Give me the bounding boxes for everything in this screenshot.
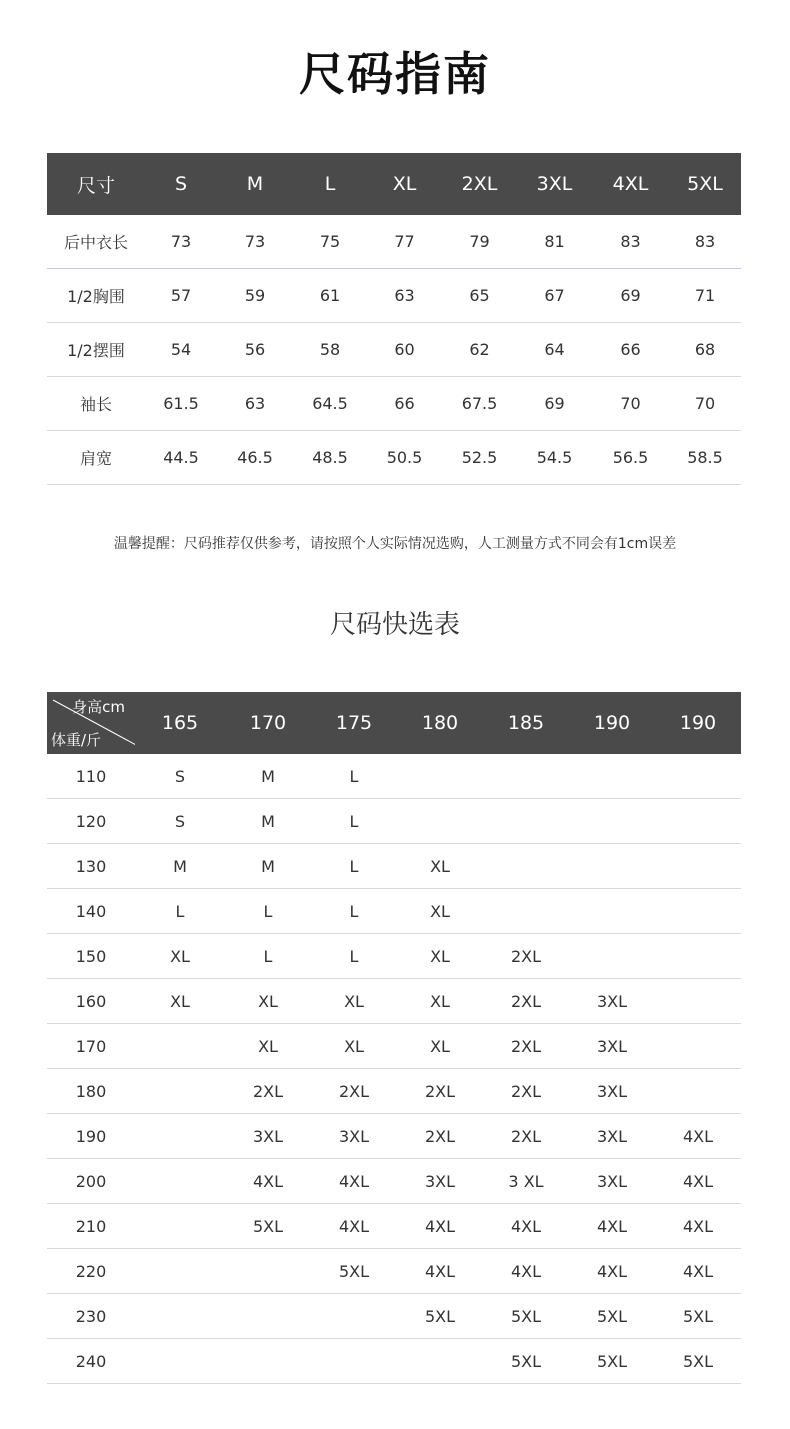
size-recommendation: XL — [135, 979, 225, 1024]
measurement-value: 71 — [669, 269, 741, 323]
weight-label: 220 — [47, 1249, 135, 1294]
size-recommendation — [135, 1339, 225, 1384]
size-recommendation: 4XL — [397, 1204, 483, 1249]
measurement-value: 66 — [592, 323, 669, 377]
size-recommendation — [569, 844, 655, 889]
size-recommendation: 5XL — [483, 1339, 569, 1384]
measurement-value: 58.5 — [669, 431, 741, 485]
size-recommendation: 2XL — [483, 979, 569, 1024]
weight-label: 180 — [47, 1069, 135, 1114]
table-row — [47, 1339, 741, 1384]
weight-label: 130 — [47, 844, 135, 889]
size-header-cell: 2XL — [442, 153, 517, 215]
size-recommendation: 3 XL — [483, 1159, 569, 1204]
size-recommendation: L — [311, 934, 397, 979]
measurement-value: 75 — [293, 215, 367, 269]
size-recommendation — [225, 1249, 311, 1294]
measurement-value: 64 — [517, 323, 592, 377]
measurement-value: 54 — [145, 323, 217, 377]
table-row — [47, 1069, 741, 1114]
measurement-value: 81 — [517, 215, 592, 269]
table-row — [47, 431, 741, 485]
size-recommendation — [135, 1024, 225, 1069]
measurement-value: 57 — [145, 269, 217, 323]
measurement-value: 69 — [517, 377, 592, 431]
measurement-value: 63 — [367, 269, 442, 323]
size-recommendation: 5XL — [225, 1204, 311, 1249]
size-recommendation: 4XL — [483, 1204, 569, 1249]
size-recommendation: 3XL — [569, 979, 655, 1024]
weight-label: 210 — [47, 1204, 135, 1249]
quick-table-header — [47, 692, 741, 754]
size-recommendation: 4XL — [311, 1159, 397, 1204]
measurement-value: 63 — [217, 377, 293, 431]
size-recommendation: S — [135, 799, 225, 844]
measurement-value: 67.5 — [442, 377, 517, 431]
size-recommendation: 3XL — [225, 1114, 311, 1159]
size-recommendation: 3XL — [311, 1114, 397, 1159]
size-table — [47, 153, 741, 485]
height-header-cell: 175 — [311, 692, 397, 754]
quick-select-title: 尺码快选表 — [329, 610, 460, 640]
size-recommendation: XL — [225, 1024, 311, 1069]
measurement-label: 后中衣长 — [47, 215, 145, 269]
size-recommendation: XL — [397, 934, 483, 979]
size-recommendation: 2XL — [225, 1069, 311, 1114]
measurement-value: 70 — [592, 377, 669, 431]
size-recommendation — [483, 844, 569, 889]
size-note: 温馨提醒：尺码推荐仅供参考，请按照个人实际情况选购，人工测量方式不同会有1cm误差 — [113, 536, 677, 552]
size-recommendation — [311, 1294, 397, 1339]
size-recommendation: 4XL — [655, 1249, 741, 1294]
size-recommendation — [397, 754, 483, 799]
measurement-value: 64.5 — [293, 377, 367, 431]
size-recommendation — [311, 1339, 397, 1384]
weight-label: 150 — [47, 934, 135, 979]
measurement-value: 60 — [367, 323, 442, 377]
measurement-label: 1/2胸围 — [47, 269, 145, 323]
table-row — [47, 1114, 741, 1159]
size-recommendation — [397, 1339, 483, 1384]
weight-label: 230 — [47, 1294, 135, 1339]
size-recommendation — [483, 889, 569, 934]
size-recommendation: S — [135, 754, 225, 799]
size-recommendation: 2XL — [483, 934, 569, 979]
size-recommendation — [135, 1114, 225, 1159]
size-recommendation: XL — [311, 979, 397, 1024]
size-recommendation: L — [225, 889, 311, 934]
measurement-value: 56 — [217, 323, 293, 377]
weight-label: 190 — [47, 1114, 135, 1159]
size-recommendation: 4XL — [397, 1249, 483, 1294]
size-recommendation — [135, 1159, 225, 1204]
measurement-value: 52.5 — [442, 431, 517, 485]
weight-label: 120 — [47, 799, 135, 844]
weight-label: 240 — [47, 1339, 135, 1384]
weight-label: 160 — [47, 979, 135, 1024]
size-header-cell: 4XL — [592, 153, 669, 215]
size-header-cell: L — [293, 153, 367, 215]
table-row — [47, 323, 741, 377]
size-recommendation: 2XL — [311, 1069, 397, 1114]
size-recommendation — [569, 889, 655, 934]
table-row — [47, 979, 741, 1024]
table-row — [47, 1024, 741, 1069]
height-header-cell: 190 — [569, 692, 655, 754]
size-header-label: 尺寸 — [47, 153, 145, 215]
size-recommendation — [655, 799, 741, 844]
measurement-value: 83 — [592, 215, 669, 269]
page-title: 尺码指南 — [299, 47, 491, 101]
size-recommendation — [655, 979, 741, 1024]
size-recommendation: 5XL — [483, 1294, 569, 1339]
size-recommendation: 3XL — [397, 1159, 483, 1204]
measurement-value: 73 — [217, 215, 293, 269]
size-recommendation: 5XL — [569, 1339, 655, 1384]
size-recommendation: 2XL — [483, 1069, 569, 1114]
size-recommendation — [135, 1294, 225, 1339]
size-recommendation: M — [225, 844, 311, 889]
size-recommendation: 3XL — [569, 1069, 655, 1114]
size-header-cell: 3XL — [517, 153, 592, 215]
measurement-value: 62 — [442, 323, 517, 377]
size-header-cell: M — [217, 153, 293, 215]
measurement-value: 69 — [592, 269, 669, 323]
size-recommendation: XL — [311, 1024, 397, 1069]
table-row — [47, 377, 741, 431]
size-recommendation: M — [135, 844, 225, 889]
size-recommendation: 5XL — [397, 1294, 483, 1339]
size-recommendation: 4XL — [483, 1249, 569, 1294]
quick-table-corner — [47, 692, 135, 754]
weight-label: 140 — [47, 889, 135, 934]
height-header-cell: 185 — [483, 692, 569, 754]
measurement-value: 66 — [367, 377, 442, 431]
size-recommendation: 4XL — [655, 1114, 741, 1159]
measurement-value: 54.5 — [517, 431, 592, 485]
size-recommendation — [483, 799, 569, 844]
measurement-value: 50.5 — [367, 431, 442, 485]
size-recommendation — [655, 1024, 741, 1069]
measurement-value: 56.5 — [592, 431, 669, 485]
measurement-value: 70 — [669, 377, 741, 431]
size-table-header — [47, 153, 741, 215]
size-recommendation — [569, 799, 655, 844]
height-header-cell: 190 — [655, 692, 741, 754]
size-recommendation — [397, 799, 483, 844]
size-recommendation: 5XL — [655, 1339, 741, 1384]
size-recommendation: M — [225, 799, 311, 844]
size-recommendation: L — [311, 889, 397, 934]
size-recommendation: XL — [397, 844, 483, 889]
size-recommendation — [225, 1294, 311, 1339]
size-recommendation: 2XL — [397, 1069, 483, 1114]
size-recommendation: L — [135, 889, 225, 934]
measurement-value: 58 — [293, 323, 367, 377]
weight-label: 170 — [47, 1024, 135, 1069]
size-header-cell: S — [145, 153, 217, 215]
size-recommendation: L — [311, 754, 397, 799]
size-recommendation — [483, 754, 569, 799]
size-recommendation: 3XL — [569, 1159, 655, 1204]
quick-select-table — [47, 692, 741, 1384]
size-recommendation: 3XL — [569, 1114, 655, 1159]
size-recommendation: L — [225, 934, 311, 979]
size-recommendation — [569, 754, 655, 799]
measurement-value: 65 — [442, 269, 517, 323]
size-recommendation — [135, 1249, 225, 1294]
table-row — [47, 1294, 741, 1339]
size-header-cell: 5XL — [669, 153, 741, 215]
size-recommendation: 5XL — [655, 1294, 741, 1339]
size-recommendation — [135, 1204, 225, 1249]
size-recommendation — [225, 1339, 311, 1384]
size-recommendation: 4XL — [569, 1204, 655, 1249]
size-recommendation: XL — [397, 889, 483, 934]
measurement-value: 68 — [669, 323, 741, 377]
size-recommendation: XL — [225, 979, 311, 1024]
corner-height-label: 身高cm — [72, 698, 125, 716]
size-recommendation: XL — [397, 979, 483, 1024]
measurement-value: 46.5 — [217, 431, 293, 485]
height-header-cell: 180 — [397, 692, 483, 754]
size-recommendation: 4XL — [655, 1159, 741, 1204]
measurement-value: 44.5 — [145, 431, 217, 485]
table-row — [47, 889, 741, 934]
table-row — [47, 269, 741, 323]
measurement-label: 肩宽 — [47, 431, 145, 485]
table-row — [47, 754, 741, 799]
table-row — [47, 934, 741, 979]
table-row — [47, 215, 741, 269]
measurement-value: 77 — [367, 215, 442, 269]
weight-label: 200 — [47, 1159, 135, 1204]
size-recommendation: 2XL — [483, 1024, 569, 1069]
size-recommendation: 4XL — [569, 1249, 655, 1294]
size-header-cell: XL — [367, 153, 442, 215]
size-recommendation — [655, 889, 741, 934]
size-recommendation — [655, 1069, 741, 1114]
size-recommendation: L — [311, 799, 397, 844]
measurement-value: 48.5 — [293, 431, 367, 485]
table-row — [47, 844, 741, 889]
size-recommendation — [135, 1069, 225, 1114]
measurement-label: 袖长 — [47, 377, 145, 431]
table-row — [47, 1159, 741, 1204]
table-row — [47, 1204, 741, 1249]
measurement-value: 59 — [217, 269, 293, 323]
measurement-value: 61.5 — [145, 377, 217, 431]
table-row — [47, 1249, 741, 1294]
size-recommendation: XL — [397, 1024, 483, 1069]
height-header-cell: 170 — [225, 692, 311, 754]
measurement-value: 67 — [517, 269, 592, 323]
size-recommendation: M — [225, 754, 311, 799]
size-recommendation: 2XL — [397, 1114, 483, 1159]
table-row — [47, 799, 741, 844]
size-recommendation: 4XL — [655, 1204, 741, 1249]
weight-label: 110 — [47, 754, 135, 799]
size-recommendation: 5XL — [569, 1294, 655, 1339]
size-recommendation: 2XL — [483, 1114, 569, 1159]
size-recommendation: 4XL — [225, 1159, 311, 1204]
size-recommendation: 4XL — [311, 1204, 397, 1249]
height-header-cell: 165 — [135, 692, 225, 754]
size-recommendation — [569, 934, 655, 979]
measurement-value: 73 — [145, 215, 217, 269]
corner-weight-label: 体重/斤 — [51, 731, 102, 749]
measurement-label: 1/2摆围 — [47, 323, 145, 377]
size-recommendation — [655, 844, 741, 889]
size-recommendation: XL — [135, 934, 225, 979]
measurement-value: 83 — [669, 215, 741, 269]
size-recommendation: 5XL — [311, 1249, 397, 1294]
size-recommendation: L — [311, 844, 397, 889]
measurement-value: 61 — [293, 269, 367, 323]
size-recommendation — [655, 934, 741, 979]
size-recommendation — [655, 754, 741, 799]
size-recommendation: 3XL — [569, 1024, 655, 1069]
measurement-value: 79 — [442, 215, 517, 269]
